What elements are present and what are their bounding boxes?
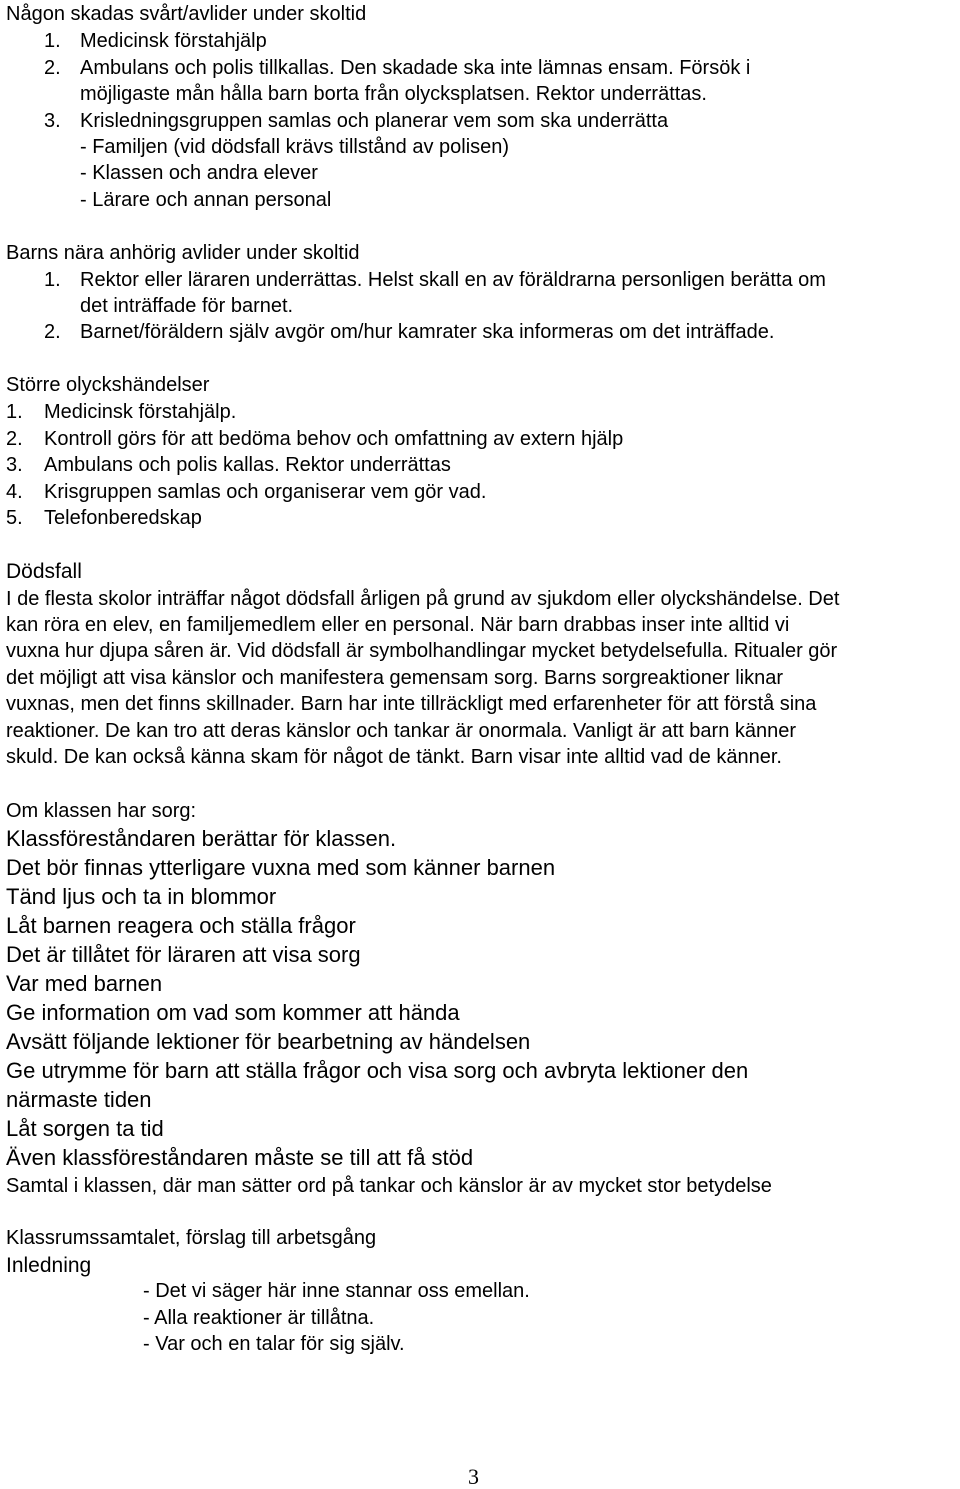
list-item: Medicinsk förstahjälp xyxy=(80,30,267,52)
section-heading-grief: Om klassen har sorg: xyxy=(6,800,197,822)
sub-list-item: - Familjen (vid dödsfall krävs tillstånd av polisen) xyxy=(80,136,510,158)
section-heading-injury: Någon skadas svårt/avlider under skoltid xyxy=(6,3,367,25)
list-number: 2. xyxy=(6,428,23,450)
list-number: 2. xyxy=(44,57,61,79)
list-number: 1. xyxy=(44,30,61,52)
paragraph-line: reaktioner. De kan tro att deras känslor och tankar är onormala. Vanligt är att barn känner xyxy=(6,720,797,742)
list-item-continuation: möjligaste mån hålla barn borta från olycksplatsen. Rektor underrättas. xyxy=(80,83,707,105)
list-number: 4. xyxy=(6,481,23,503)
section-heading-relative: Barns nära anhörig avlider under skoltid xyxy=(6,242,360,264)
paragraph-line: skuld. De kan också känna skam för något de tänkt. Barn visar inte alltid vad de känner. xyxy=(6,746,782,768)
section-heading-death: Dödsfall xyxy=(6,560,82,583)
grief-item-continuation: närmaste tiden xyxy=(6,1087,152,1112)
list-item: Ambulans och polis tillkallas. Den skadade ska inte lämnas ensam. Försök i xyxy=(80,57,751,79)
paragraph-line: kan röra en elev, en familjemedlem eller en personal. När barn drabbas inser inte alltid vi xyxy=(6,614,790,636)
grief-item: Låt barnen reagera och ställa frågor xyxy=(6,913,356,938)
list-item: Krisledningsgruppen samlas och planerar vem som ska underrätta xyxy=(80,110,669,132)
paragraph-line: det möjligt att visa känslor och manifestera gemensam sorg. Barns sorgreaktioner liknar xyxy=(6,667,784,689)
list-number: 3. xyxy=(44,110,61,132)
grief-item: Klassföreståndaren berättar för klassen. xyxy=(6,826,397,851)
list-item: Barnet/föräldern själv avgör om/hur kamrater ska informeras om det inträffade. xyxy=(80,321,775,343)
section-heading-accidents: Större olyckshändelser xyxy=(6,374,210,396)
grief-item: Det är tillåtet för läraren att visa sorg xyxy=(6,942,361,967)
list-item: Ambulans och polis kallas. Rektor underrättas xyxy=(44,454,451,476)
list-number: 1. xyxy=(44,269,61,291)
list-item: Rektor eller läraren underrättas. Helst skall en av föräldrarna personligen berätta om xyxy=(80,269,826,291)
grief-summary: Samtal i klassen, där man sätter ord på tankar och känslor är av mycket stor betydelse xyxy=(6,1175,772,1197)
list-item: Medicinsk förstahjälp. xyxy=(44,401,237,423)
bullet-item: - Det vi säger här inne stannar oss emellan. xyxy=(143,1280,530,1302)
list-item: Telefonberedskap xyxy=(44,507,202,529)
page-number: 3 xyxy=(468,1464,479,1489)
list-item: Krisgruppen samlas och organiserar vem gör vad. xyxy=(44,481,487,503)
grief-item: Avsätt följande lektioner för bearbetning av händelsen xyxy=(6,1029,531,1054)
paragraph-line: vuxna hur djupa såren är. Vid dödsfall är symbolhandlingar mycket betydelsefulla. Ritualer gör xyxy=(6,640,838,662)
subheading-introduction: Inledning xyxy=(6,1254,92,1277)
section-heading-classroom-talk: Klassrumssamtalet, förslag till arbetsgång xyxy=(6,1227,377,1249)
list-number: 2. xyxy=(44,321,61,343)
list-number: 1. xyxy=(6,401,23,423)
grief-item: Även klassföreståndaren måste se till att få stöd xyxy=(6,1145,474,1170)
grief-item: Var med barnen xyxy=(6,971,163,996)
grief-item: Det bör finnas ytterligare vuxna med som känner barnen xyxy=(6,855,556,880)
grief-item: Ge utrymme för barn att ställa frågor och visa sorg och avbryta lektioner den xyxy=(6,1058,749,1083)
sub-list-item: - Lärare och annan personal xyxy=(80,189,332,211)
paragraph-line: vuxnas, men det finns skillnader. Barn har inte tillräckligt med erfarenheter för att förstå sina xyxy=(6,693,817,715)
bullet-item: - Alla reaktioner är tillåtna. xyxy=(143,1307,375,1329)
grief-item: Tänd ljus och ta in blommor xyxy=(6,884,277,909)
list-number: 5. xyxy=(6,507,23,529)
grief-item: Ge information om vad som kommer att hända xyxy=(6,1000,460,1025)
list-number: 3. xyxy=(6,454,23,476)
paragraph-line: I de flesta skolor inträffar något dödsfall årligen på grund av sjukdom eller olyckshändelse. Det xyxy=(6,588,840,610)
grief-item: Låt sorgen ta tid xyxy=(6,1116,164,1141)
list-item-continuation: det inträffade för barnet. xyxy=(80,295,294,317)
sub-list-item: - Klassen och andra elever xyxy=(80,162,318,184)
list-item: Kontroll görs för att bedöma behov och omfattning av extern hjälp xyxy=(44,428,624,450)
bullet-item: - Var och en talar för sig själv. xyxy=(143,1333,405,1355)
